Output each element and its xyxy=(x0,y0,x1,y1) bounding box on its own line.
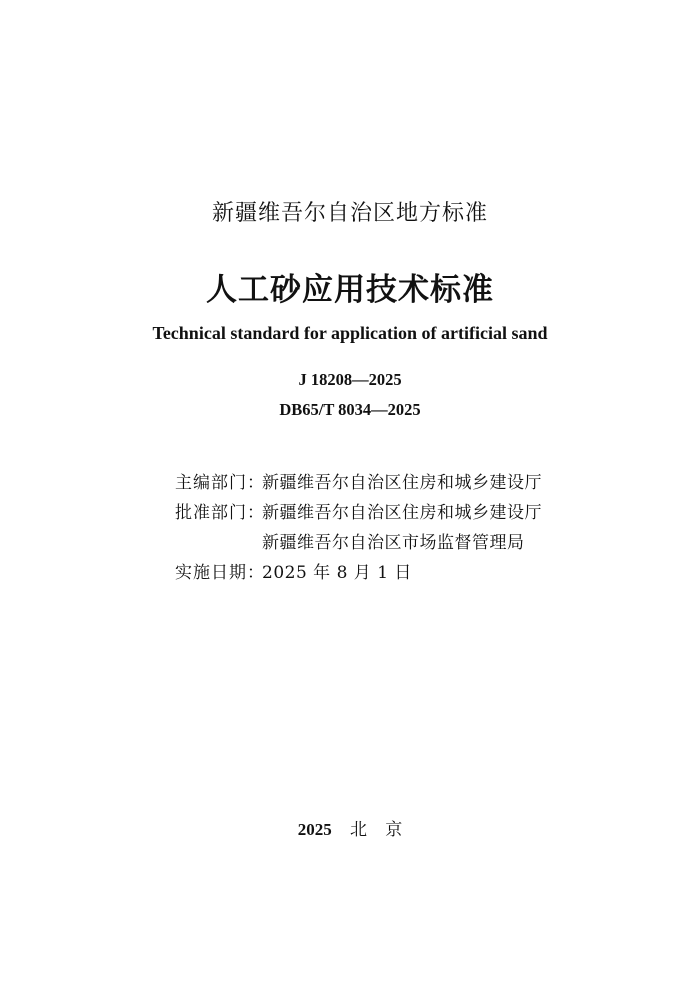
date-value: 2025 年 8 月 1 日 xyxy=(262,563,412,583)
approver-value-1: 新疆维吾尔自治区住房和城乡建设厅 xyxy=(262,503,542,523)
publication-footer xyxy=(0,815,700,840)
editor-row xyxy=(175,468,542,498)
publication-city-char-1: 北 xyxy=(350,820,367,840)
english-title: Technical standard for application of artificial sand xyxy=(152,323,548,343)
publication-city-char-2: 京 xyxy=(385,820,403,840)
approver-row xyxy=(175,498,542,528)
publication-info xyxy=(175,468,542,588)
standard-code-j: J 18208—2025 xyxy=(298,370,402,389)
date-label: 实施日期： xyxy=(175,563,265,583)
standard-code-db: DB65/T 8034—2025 xyxy=(279,400,421,419)
editor-label: 主编部门： xyxy=(175,473,265,493)
editor-value: 新疆维吾尔自治区住房和城乡建设厅 xyxy=(262,473,542,493)
approver-label-spacer xyxy=(175,528,262,558)
publication-year: 2025 xyxy=(297,820,332,839)
approver-row-2 xyxy=(175,528,542,558)
document-title: 人工砂应用技术标准 xyxy=(206,272,494,308)
approver-label: 批准部门： xyxy=(175,503,265,523)
series-title: 新疆维吾尔自治区地方标准 xyxy=(211,201,488,226)
date-row xyxy=(175,558,542,588)
approver-value-2: 新疆维吾尔自治区市场监督管理局 xyxy=(262,533,525,553)
